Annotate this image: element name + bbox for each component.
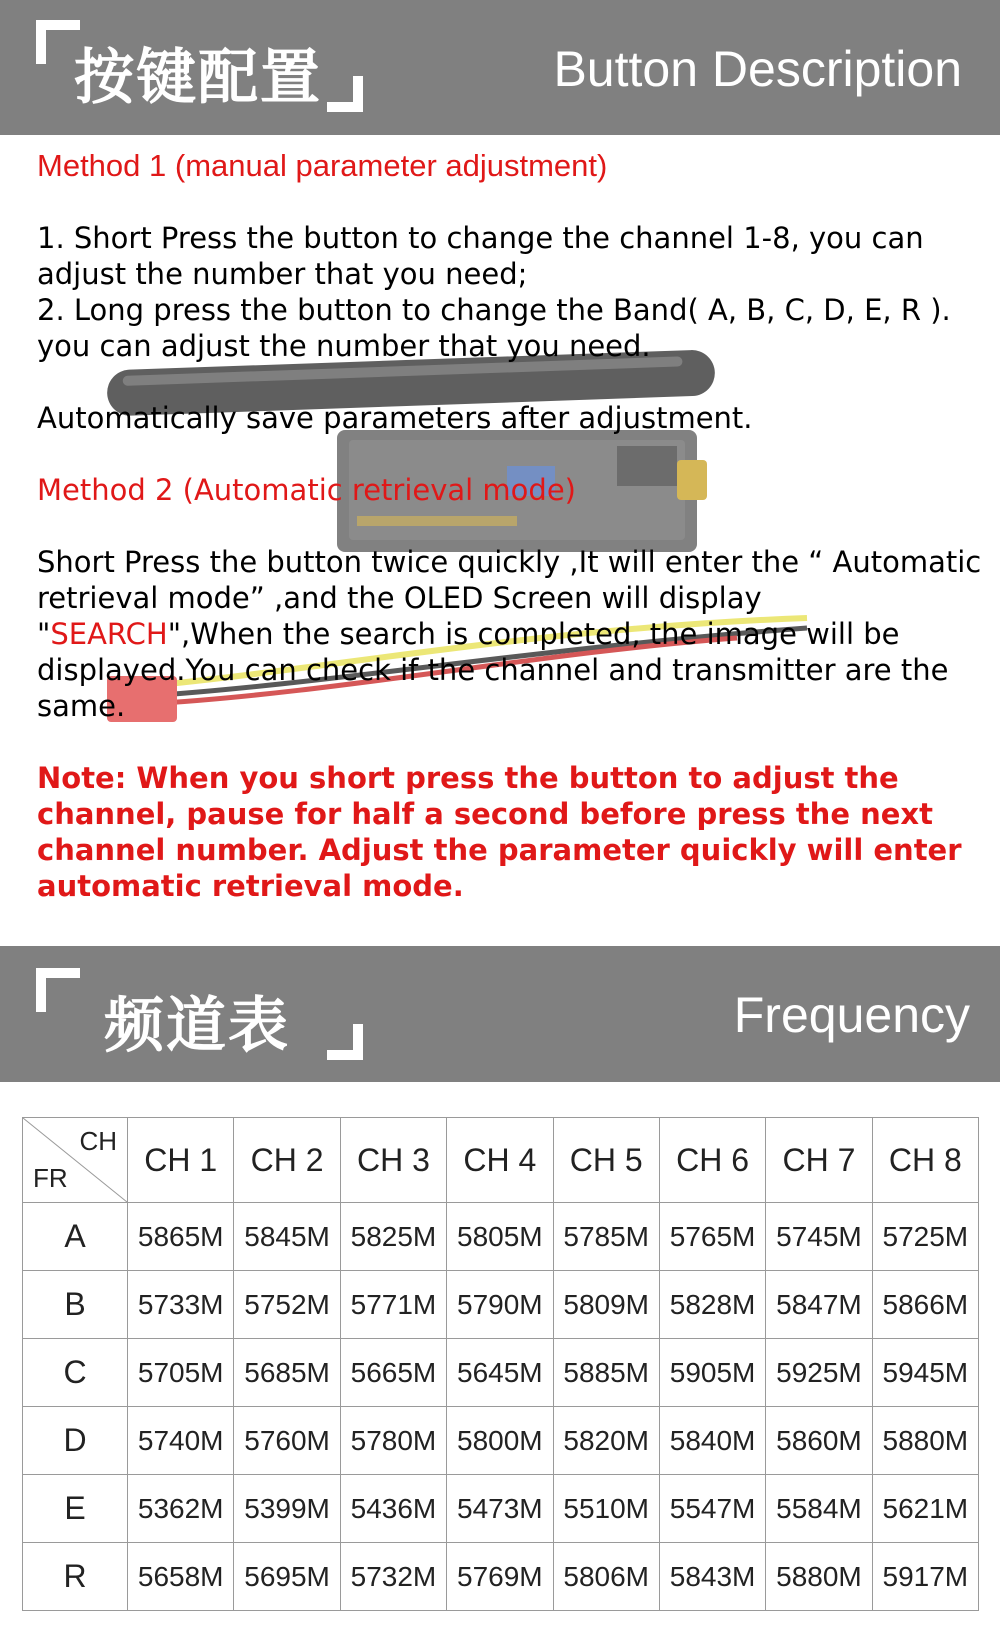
corner-fr-label: FR <box>33 1163 68 1193</box>
table-body <box>23 1203 979 1611</box>
table-row <box>23 1203 979 1271</box>
band-label: A <box>23 1203 128 1271</box>
frequency-cell: 5695M <box>234 1543 340 1611</box>
method2-text <box>37 544 982 724</box>
method2-title: Method 2 (Automatic retrieval mode) <box>37 473 576 507</box>
frequency-cell: 5436M <box>340 1475 446 1543</box>
column-header-ch7: CH 7 <box>766 1118 872 1203</box>
frequency-cell: 5825M <box>340 1203 446 1271</box>
band-label: E <box>23 1475 128 1543</box>
frequency-cell: 5790M <box>447 1271 553 1339</box>
section-banner-frequency <box>0 946 1000 1082</box>
band-label: C <box>23 1339 128 1407</box>
frequency-cell: 5809M <box>553 1271 659 1339</box>
section-title-en: Button Description <box>553 41 962 97</box>
frequency-cell: 5800M <box>447 1407 553 1475</box>
column-header-ch5: CH 5 <box>553 1118 659 1203</box>
corner-bracket-top-left <box>36 968 80 1012</box>
section-title-cn: 频道表 <box>104 991 290 1061</box>
frequency-cell: 5658M <box>128 1543 234 1611</box>
frequency-cell: 5785M <box>553 1203 659 1271</box>
instructions-area <box>37 148 982 938</box>
frequency-cell: 5740M <box>128 1407 234 1475</box>
frequency-cell: 5510M <box>553 1475 659 1543</box>
column-header-ch1: CH 1 <box>128 1118 234 1203</box>
frequency-table <box>22 1117 979 1611</box>
method1-title: Method 1 (manual parameter adjustment) <box>37 148 608 183</box>
frequency-cell: 5705M <box>128 1339 234 1407</box>
frequency-cell: 5745M <box>766 1203 872 1271</box>
frequency-cell: 5828M <box>659 1271 765 1339</box>
frequency-cell: 5845M <box>234 1203 340 1271</box>
method1-step-2: 2. Long press the button to change the Band( A, B, C, D, E, R ). you can adjust the number that you need. <box>37 293 951 363</box>
method1-step-1: 1. Short Press the button to change the channel 1-8, you can adjust the number that you need; <box>37 221 924 291</box>
column-header-ch6: CH 6 <box>659 1118 765 1203</box>
corner-ch-label: CH <box>79 1126 117 1156</box>
column-header-ch3: CH 3 <box>340 1118 446 1203</box>
frequency-cell: 5885M <box>553 1339 659 1407</box>
table-row <box>23 1475 979 1543</box>
table-row <box>23 1271 979 1339</box>
band-label: R <box>23 1543 128 1611</box>
frequency-cell: 5725M <box>872 1203 978 1271</box>
frequency-cell: 5399M <box>234 1475 340 1543</box>
method2-text-after: ",When the search is completed, the image will be displayed.You can check if the channel and transmitter are the same. <box>37 617 949 723</box>
frequency-cell: 5685M <box>234 1339 340 1407</box>
band-label: D <box>23 1407 128 1475</box>
frequency-cell: 5584M <box>766 1475 872 1543</box>
frequency-cell: 5780M <box>340 1407 446 1475</box>
frequency-cell: 5760M <box>234 1407 340 1475</box>
frequency-cell: 5665M <box>340 1339 446 1407</box>
frequency-cell: 5866M <box>872 1271 978 1339</box>
frequency-cell: 5733M <box>128 1271 234 1339</box>
section-title-en: Frequency <box>733 987 970 1043</box>
frequency-cell: 5880M <box>766 1543 872 1611</box>
frequency-cell: 5905M <box>659 1339 765 1407</box>
section-banner-buttons <box>0 0 1000 135</box>
frequency-cell: 5621M <box>872 1475 978 1543</box>
table-corner-cell <box>23 1118 128 1203</box>
frequency-cell: 5362M <box>128 1475 234 1543</box>
method2-text-before: Short Press the button twice quickly ,It will enter the “ Automatic retrieval mode” ,and the OLED Screen will display " <box>37 545 982 651</box>
auto-save-text: Automatically save parameters after adjustment. <box>37 401 753 435</box>
table-header-row <box>23 1118 979 1203</box>
search-highlight: SEARCH <box>50 617 168 651</box>
frequency-cell: 5865M <box>128 1203 234 1271</box>
note-text: Note: When you short press the button to adjust the channel, pause for half a second before press the next channel number. Adjust the parameter quickly will enter automatic retrieval mode. <box>37 761 962 903</box>
table-row <box>23 1407 979 1475</box>
frequency-cell: 5945M <box>872 1339 978 1407</box>
frequency-cell: 5917M <box>872 1543 978 1611</box>
frequency-cell: 5820M <box>553 1407 659 1475</box>
section-title-cn: 按键配置 <box>74 43 322 113</box>
table-row <box>23 1543 979 1611</box>
frequency-cell: 5847M <box>766 1271 872 1339</box>
frequency-cell: 5547M <box>659 1475 765 1543</box>
frequency-cell: 5880M <box>872 1407 978 1475</box>
column-header-ch8: CH 8 <box>872 1118 978 1203</box>
frequency-cell: 5765M <box>659 1203 765 1271</box>
frequency-cell: 5925M <box>766 1339 872 1407</box>
band-label: B <box>23 1271 128 1339</box>
column-header-ch2: CH 2 <box>234 1118 340 1203</box>
frequency-cell: 5752M <box>234 1271 340 1339</box>
instructions-text <box>37 148 982 904</box>
frequency-cell: 5645M <box>447 1339 553 1407</box>
frequency-cell: 5860M <box>766 1407 872 1475</box>
frequency-cell: 5840M <box>659 1407 765 1475</box>
frequency-cell: 5771M <box>340 1271 446 1339</box>
frequency-cell: 5769M <box>447 1543 553 1611</box>
column-header-ch4: CH 4 <box>447 1118 553 1203</box>
frequency-cell: 5732M <box>340 1543 446 1611</box>
frequency-cell: 5473M <box>447 1475 553 1543</box>
frequency-cell: 5806M <box>553 1543 659 1611</box>
frequency-cell: 5843M <box>659 1543 765 1611</box>
table-row <box>23 1339 979 1407</box>
frequency-cell: 5805M <box>447 1203 553 1271</box>
corner-bracket-bottom-right <box>327 1024 363 1060</box>
corner-bracket-bottom-right <box>327 76 363 112</box>
